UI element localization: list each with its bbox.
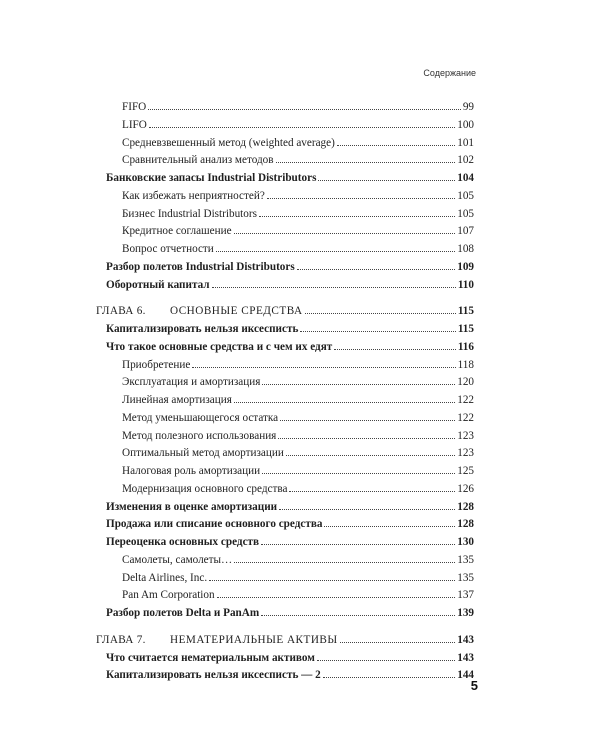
toc-subsection-entry[interactable] (96, 117, 474, 135)
toc-entry-title: Продажа или списание основного средства (106, 518, 323, 531)
toc-entry-title: Оптимальный метод амортизации (122, 447, 284, 460)
toc-entry-title: Вопрос отчетности (122, 243, 214, 255)
dot-leader (212, 287, 456, 288)
toc-subsection-entry[interactable] (96, 552, 474, 570)
dot-leader (280, 420, 455, 421)
toc-entry-page: 115 (457, 323, 474, 335)
toc-section-entry[interactable] (96, 650, 474, 668)
toc-entry-page: 108 (457, 243, 474, 255)
toc-subsection-entry[interactable] (96, 135, 474, 153)
toc-section-entry[interactable] (96, 499, 474, 517)
dot-leader (279, 509, 455, 510)
toc-entry-page: 128 (457, 518, 474, 531)
toc-entry-page: 115 (457, 305, 474, 318)
chapter-title: НЕМАТЕРИАЛЬНЫЕ АКТИВЫ (170, 633, 338, 646)
toc-entry-page: 107 (457, 225, 474, 238)
dot-leader (305, 313, 456, 314)
dot-leader (216, 251, 455, 252)
toc-entry-page: 102 (457, 154, 474, 167)
toc-section-entry[interactable] (96, 259, 474, 277)
toc-entry-title: Изменения в оценке амортизации (106, 500, 278, 513)
toc-subsection-entry[interactable] (96, 152, 474, 170)
toc-entry-page: 118 (457, 358, 474, 371)
toc-entry-page: 135 (457, 571, 474, 584)
toc-entry-title: Модернизация основного средства (122, 482, 288, 495)
toc-entry-page: 125 (457, 465, 474, 477)
toc-subsection-entry[interactable] (96, 357, 474, 375)
toc-subsection-entry[interactable] (96, 587, 474, 605)
toc-entry-page: 130 (457, 536, 474, 548)
toc-entry-title (96, 632, 338, 650)
toc-entry-page: 126 (457, 482, 474, 495)
dot-leader (267, 198, 455, 199)
dot-leader (286, 455, 455, 456)
toc-subsection-entry[interactable] (96, 392, 474, 410)
toc-entry-page: 105 (457, 207, 474, 220)
toc-entry-page: 123 (457, 447, 474, 460)
toc-entry-title (96, 303, 303, 321)
dot-leader (276, 162, 456, 163)
toc-entry-title: Налоговая роль амортизации (122, 465, 261, 477)
toc-entry-page: 128 (457, 500, 474, 513)
toc-subsection-entry[interactable] (96, 374, 474, 392)
dot-leader (217, 597, 456, 598)
toc-subsection-entry[interactable] (96, 570, 474, 588)
toc-entry-title: Эксплуатация и амортизация (122, 376, 261, 389)
toc-entry-title: Капитализировать нельзя иксесписть — 2 (106, 669, 321, 682)
chapter-spacer (96, 623, 474, 632)
toc-entry-title: Pan Am Corporation (122, 589, 215, 602)
toc-entry-page: 100 (457, 118, 474, 131)
toc-subsection-entry[interactable] (96, 223, 474, 241)
toc-entry-title: Сравнительный анализ методов (122, 154, 274, 167)
table-of-contents (96, 99, 474, 685)
dot-leader (234, 233, 456, 234)
dot-leader (261, 615, 455, 616)
toc-entry-page: 99 (462, 101, 474, 113)
toc-entry-title: Разбор полетов Industrial Distributors (106, 260, 295, 273)
toc-subsection-entry[interactable] (96, 445, 474, 463)
toc-subsection-entry[interactable] (96, 99, 474, 117)
toc-entry-title: Линейная амортизация (122, 394, 232, 406)
toc-section-entry[interactable] (96, 339, 474, 357)
dot-leader (148, 109, 461, 110)
toc-entry-title: FIFO (122, 101, 147, 113)
toc-entry-title: Банковские запасы Industrial Distributors (106, 172, 317, 184)
page-number: 5 (470, 678, 478, 693)
toc-entry-page: 110 (457, 278, 474, 291)
toc-entry-title: Разбор полетов Delta и PanAm (106, 607, 260, 619)
toc-entry-title: Средневзвешенный метод (weighted average) (122, 136, 335, 149)
dot-leader (209, 580, 455, 581)
dot-leader (262, 473, 455, 474)
chapter-number: ГЛАВА 6. (96, 305, 146, 318)
toc-entry-page: 135 (457, 553, 474, 566)
dot-leader (234, 562, 455, 563)
toc-subsection-entry[interactable] (96, 188, 474, 206)
toc-section-entry[interactable] (96, 277, 474, 295)
toc-subsection-entry[interactable] (96, 428, 474, 446)
dot-leader (340, 642, 456, 643)
toc-entry-title: Метод уменьшающегося остатка (122, 411, 279, 424)
toc-entry-page: 109 (457, 260, 474, 273)
toc-entry-title: Бизнес Industrial Distributors (122, 207, 257, 220)
toc-section-entry[interactable] (96, 534, 474, 552)
toc-section-entry[interactable] (96, 667, 474, 685)
toc-entry-title: Капитализировать нельзя иксесписть (106, 323, 299, 335)
toc-entry-page: 101 (457, 136, 474, 149)
toc-section-entry[interactable] (96, 605, 474, 623)
toc-entry-page: 120 (457, 376, 474, 389)
toc-entry-page: 123 (457, 429, 474, 442)
toc-subsection-entry[interactable] (96, 241, 474, 259)
toc-subsection-entry[interactable] (96, 206, 474, 224)
toc-entry-page: 116 (457, 340, 474, 353)
toc-entry-page: 122 (457, 411, 474, 424)
toc-entry-page: 144 (457, 669, 474, 682)
toc-entry-title: Переоценка основных средств (106, 536, 260, 548)
toc-entry-title: Как избежать неприятностей? (122, 189, 265, 202)
dot-leader (297, 269, 456, 270)
toc-chapter-entry[interactable] (96, 632, 474, 650)
toc-entry-page: 122 (457, 394, 474, 406)
toc-chapter-entry[interactable] (96, 303, 474, 321)
toc-entry-title: Приобретение (122, 358, 191, 371)
toc-subsection-entry[interactable] (96, 410, 474, 428)
dot-leader (337, 145, 455, 146)
dot-leader (192, 367, 455, 368)
toc-entry-page: 143 (457, 651, 474, 664)
toc-subsection-entry[interactable] (96, 481, 474, 499)
running-header: Содержание (423, 68, 476, 78)
toc-section-entry[interactable] (96, 170, 474, 188)
dot-leader (318, 180, 455, 181)
dot-leader (334, 349, 456, 350)
dot-leader (300, 331, 455, 332)
dot-leader (324, 526, 455, 527)
dot-leader (323, 677, 455, 678)
toc-entry-page: 139 (457, 607, 474, 619)
chapter-spacer (96, 294, 474, 303)
toc-section-entry[interactable] (96, 321, 474, 339)
toc-section-entry[interactable] (96, 516, 474, 534)
dot-leader (261, 544, 455, 545)
chapter-title: ОСНОВНЫЕ СРЕДСТВА (170, 305, 303, 318)
toc-entry-title: Кредитное соглашение (122, 225, 232, 238)
toc-entry-page: 137 (457, 589, 474, 602)
dot-leader (278, 438, 455, 439)
dot-leader (289, 491, 455, 492)
dot-leader (149, 127, 455, 128)
toc-subsection-entry[interactable] (96, 463, 474, 481)
toc-entry-page: 143 (457, 633, 474, 646)
toc-entry-title: Оборотный капитал (106, 278, 210, 291)
dot-leader (234, 402, 455, 403)
toc-entry-title: Что такое основные средства и с чем их едят (106, 340, 333, 353)
toc-entry-title: LIFO (122, 118, 147, 131)
toc-entry-title: Метод полезного использования (122, 429, 277, 442)
chapter-number: ГЛАВА 7. (96, 633, 146, 646)
toc-entry-title: Delta Airlines, Inc. (122, 571, 208, 584)
dot-leader (259, 216, 455, 217)
dot-leader (317, 660, 455, 661)
toc-entry-page: 104 (457, 172, 474, 184)
toc-entry-title: Самолеты, самолеты… (122, 553, 233, 566)
toc-entry-title: Что считается нематериальным активом (106, 651, 315, 664)
toc-entry-page: 105 (457, 189, 474, 202)
dot-leader (262, 384, 455, 385)
